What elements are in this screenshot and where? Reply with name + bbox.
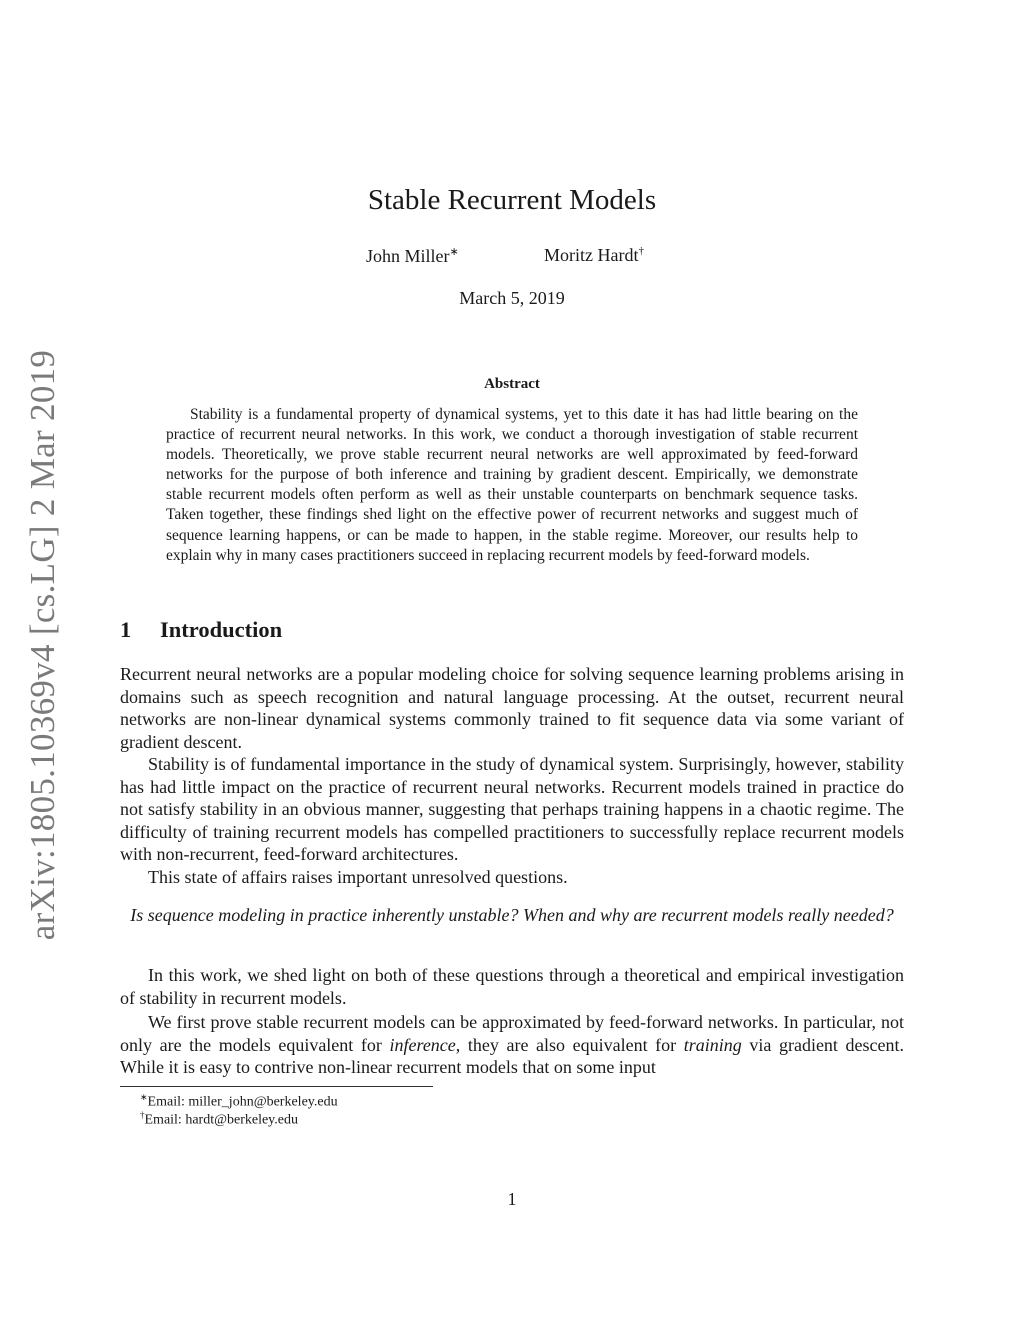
footnote-text: Email: hardt@berkeley.edu [144, 1112, 298, 1128]
paragraph-text: , they are also equivalent for [455, 1034, 684, 1055]
author-john-miller [366, 245, 459, 267]
arxiv-identifier-text: arXiv:1805.10369v4 [cs.LG] 2 Mar 2019 [23, 349, 63, 941]
footnote-mark: † [140, 1110, 145, 1120]
paragraph-text: We first prove stable recurrent models can be approximated by feed-forward networks. In particular, not only are the models equivalent for [120, 1012, 904, 1055]
author-footnote-mark: ∗ [449, 246, 459, 258]
footnote-text: Email: miller_john@berkeley.edu [147, 1094, 338, 1110]
research-question: Is sequence modeling in practice inherently unstable? When and why are recurrent models really needed? [130, 905, 894, 925]
section-title: Introduction [160, 617, 283, 642]
paragraph [120, 1011, 904, 1079]
paper-title: Stable Recurrent Models [367, 184, 657, 216]
paragraph: This state of affairs raises important unresolved questions. [148, 867, 568, 887]
arxiv-identifier-stamp [23, 349, 63, 941]
author-name: John Miller [366, 246, 450, 266]
paragraph: Recurrent neural networks are a popular modeling choice for solving sequence learning problems arising in domains such as speech recognition and natural language processing. At the outset, recurrent neural networks are non-linear dynamical systems commonly trained to fit sequence data via some variant of gradient descent. [120, 664, 904, 752]
paragraph: Stability is of fundamental importance in the study of dynamical system. Surprisingly, however, stability has had little impact on the practice of recurrent neural networks. Recurrent models trained in practice do not satisfy stability in an obvious manner, suggesting that perhaps training happens in a chaotic regime. The difficulty of training recurrent models has compelled practitioners to successfully replace recurrent models with non-recurrent, feed-forward architectures. [120, 754, 904, 865]
author-name: Moritz Hardt [544, 245, 639, 265]
page-number: 1 [507, 1189, 517, 1209]
section-heading-introduction [120, 617, 282, 643]
emphasis-inference: inference [389, 1034, 456, 1055]
footnote-divider [120, 1086, 433, 1087]
footnote-email-miller [140, 1092, 338, 1111]
section-number: 1 [120, 617, 132, 642]
emphasis-training: training [683, 1034, 742, 1055]
paragraph-text: via gradient descent. While it is easy to contrive non-linear recurrent models that on some input [120, 1034, 904, 1078]
author-footnote-mark: † [638, 245, 644, 257]
publication-date: March 5, 2019 [459, 288, 565, 308]
abstract-text: Stability is a fundamental property of dynamical systems, yet to this date it has had little bearing on the practice of recurrent neural networks. In this work, we conduct a thorough investigation of stable recurrent models. Theoretically, we prove stable recurrent neural networks are well approximated by feed-forward networks for the purpose of both inference and training by gradient descent. Empirically, we demonstrate stable recurrent models often perform as well as their unstable counterparts on benchmark sequence tasks. Taken together, these findings shed light on the effective power of recurrent networks and suggest much of sequence learning happens, or can be made to happen, in the stable regime. Moreover, our results help to explain why in many cases practitioners succeed in replacing recurrent models by feed-forward models. [166, 406, 858, 564]
author-moritz-hardt [544, 245, 644, 266]
footnote-mark: ∗ [140, 1092, 148, 1102]
abstract-heading: Abstract [484, 376, 540, 392]
footnote-email-hardt [140, 1110, 298, 1129]
paragraph: In this work, we shed light on both of these questions through a theoretical and empirical investigation of stability in recurrent models. [120, 965, 904, 1008]
